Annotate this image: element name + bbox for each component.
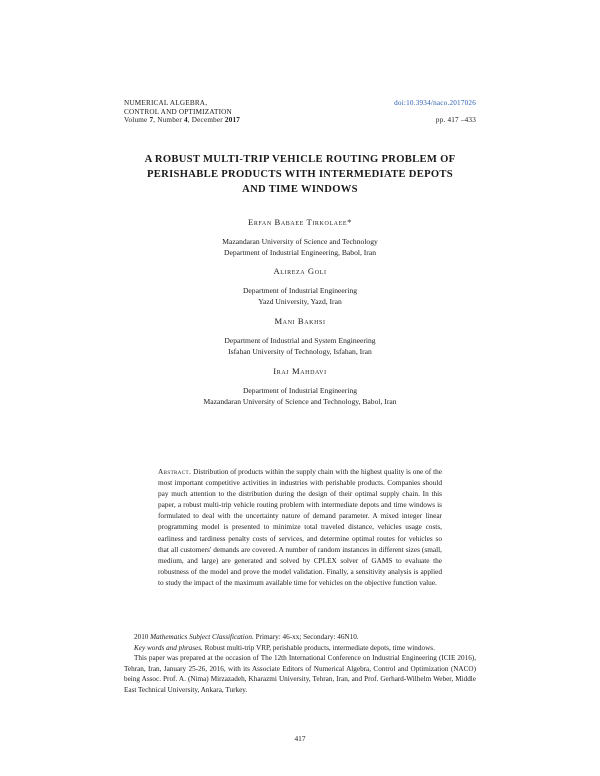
page-number: 417 <box>294 734 306 743</box>
page-range: pp. 417 –433 <box>435 116 476 124</box>
volume-number: 7 <box>149 116 154 125</box>
author-name: Alireza Goli <box>273 266 327 276</box>
title-line-3: AND TIME WINDOWS <box>242 184 358 195</box>
journal-header <box>124 99 240 125</box>
abstract-text: Distribution of products within the supply chain with the highest quality is one of the most important competitive activities in industries with perishable products. Companies should pay much attention to the distribution during the design of their optimal supply chain. In this paper, a robust multi-trip vehicle routing problem with intermediate depots and time windows is formulated to deal with the uncertainty nature of demand parameter. A mixed integer linear programming model is presented to minimize total traveled distance, vehicles usage costs, earliness and tardiness penalty costs of services, and determine optimal routes for vehicles so that all customers' demands are covered. A number of random instances in different sizes (small, medium, and large) are generated and solved by CPLEX solver of GAMS to evaluate the robustness of the model and prove the model validation. Finally, a sensitivity analysis is applied to study the impact of the maximum available time for vehicles on the objective function value. <box>158 467 442 587</box>
doi-link[interactable]: doi:10.3934/naco.2017026 <box>394 99 476 107</box>
keywords-footnote: Key words and phrases. Robust multi-trip VRP, perishable products, intermediate depots, time windows. <box>134 643 435 652</box>
author-name: Mani Bakhsi <box>274 316 326 326</box>
author-affiliation: Department of Industrial Engineering Mazandaran University of Science and Technology, Babol, Iran <box>203 386 397 407</box>
conference-note: This paper was prepared at the occasion of The 12th International Conference on Industrial Engineering (ICIE 2016), Tehran, Iran, January 25-26, 2016, with its Associate Editors of Numerical Algebra, Control and Optimization (NACO) being Assoc. Prof. A. (Nima) Mirzazadeh, Kharazmi University, Tehran, Iran, and Prof. Gerhard-Wilhelm Weber, Middle East Technical University, Ankara, Turkey. <box>124 654 476 694</box>
footnotes <box>124 632 476 696</box>
issue-number: 4 <box>183 116 188 125</box>
author-name: Erfan Babaee Tirkolaee* <box>247 217 353 227</box>
year: 2017 <box>224 116 241 125</box>
msc-footnote: 2010 Mathematics Subject Classification. Primary: 46-xx; Secondary: 46N10. <box>134 633 359 641</box>
author-name: Iraj Mahdavi <box>273 366 327 376</box>
author-affiliation: Department of Industrial Engineering Yazd University, Yazd, Iran <box>242 286 358 307</box>
journal-volume-line: Volume 7, Number 4, December 2017 <box>124 116 241 125</box>
journal-name-line2: CONTROL AND OPTIMIZATION <box>124 107 232 116</box>
abstract-heading: Abstract. <box>158 467 192 476</box>
journal-name-line1: NUMERICAL ALGEBRA, <box>124 99 208 107</box>
abstract <box>158 466 442 588</box>
author-affiliation: Mazandaran University of Science and Technology Department of Industrial Engineering, Babol, Iran <box>222 237 378 258</box>
author-affiliation: Department of Industrial and System Engineering Isfahan University of Technology, Isfahan, Iran <box>224 336 376 357</box>
title-line-2: PERISHABLE PRODUCTS WITH INTERMEDIATE DEPOTS <box>147 169 453 180</box>
paper-title <box>60 152 540 197</box>
title-line-1: A ROBUST MULTI-TRIP VEHICLE ROUTING PROBLEM OF <box>144 154 456 165</box>
